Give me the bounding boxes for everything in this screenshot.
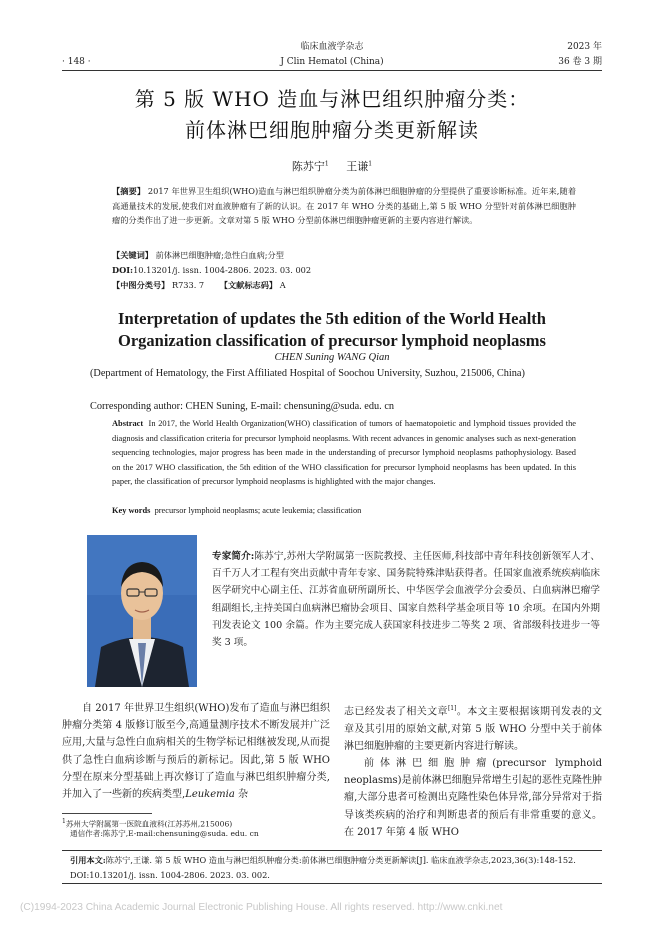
author-photo [87, 535, 197, 687]
authors-cn [62, 158, 602, 174]
title-cn-line2: 前体淋巴细胞肿瘤分类更新解读 [185, 118, 479, 142]
doi-label: DOI: [112, 265, 134, 275]
classification-line [112, 278, 576, 293]
doc-code-value: A [279, 280, 286, 290]
keywords-cn [112, 248, 576, 263]
keywords-en [112, 504, 576, 519]
corresponding-en: Corresponding author: CHEN Suning, E-mail: chensuning@suda. edu. cn [90, 401, 395, 412]
author-cn-2: 王谦 [346, 160, 369, 173]
doi-value: 10.13201/j. issn. 1004-2806. 2023. 03. 002 [133, 265, 312, 275]
author-sup-2: 1 [368, 160, 373, 168]
journal-year: 2023 年 [567, 42, 602, 52]
author-sup-1: 1 [324, 160, 329, 168]
abstract-en-label: Abstract [112, 419, 144, 428]
title-en-line1: Interpretation of updates the 5th edition of the World Health [118, 309, 546, 328]
page-number: · 148 · [62, 57, 91, 67]
abstract-cn-label: 【摘要】 [112, 186, 146, 196]
reference-mark[interactable]: [1] [447, 705, 457, 712]
doi-line [112, 263, 576, 278]
clc-value: R733. 7 [171, 280, 205, 290]
body-left-tail: 杂 [238, 789, 248, 801]
author-bio [212, 548, 600, 651]
authors-en: CHEN Suning WANG Qian [274, 352, 390, 363]
body-right-p1-text: 志已经发表了相关文章 [344, 706, 448, 718]
journal-name-en: J Clin Hematol (China) [280, 57, 384, 67]
footnote-rule [62, 813, 152, 814]
body-left-column [62, 700, 330, 803]
author-cn-1: 陈苏宁 [291, 160, 325, 173]
citation-label: 引用本文: [70, 855, 106, 865]
keywords-cn-label: 【关键词】 [112, 250, 153, 260]
citation-box [62, 850, 602, 884]
doc-code-label: 【文献标志码】 [219, 280, 278, 290]
cnki-watermark: (C)1994-2023 China Academic Journal Electronic Publishing House. All rights reserved. http://www.cnki.net [20, 902, 503, 913]
citation-text: 陈苏宁,王谦. 第 5 版 WHO 造血与淋巴组织肿瘤分类:前体淋巴细胞肿瘤分类更新解读[J]. 临床血液学杂志,2023,36(3):148-152. DOI:10.13201/j. issn. 1004-2806. 2023. 03. 002. [70, 855, 576, 880]
body-left-text: 自 2017 年世界卫生组织(WHO)发布了造血与淋巴组织肿瘤分类第 4 版修订版至今,高通量测序技术不断发展并广泛应用,大量与急性白血病相关的生物学标记相继被发现,从而提供了急性白血病诊断与预后的新标记。因此,第 5 版 WHO 分型在原来分型基础上再次修订了造血与淋巴组织肿瘤分类,并加入了一些新的疾病类型, [62, 703, 330, 801]
keywords-en-text: precursor lymphoid neoplasms; acute leukemia; classification [154, 506, 362, 515]
body-left-italic: Leukemia [185, 789, 235, 801]
header-rule [62, 70, 602, 71]
body-right-p1 [344, 700, 602, 755]
body-right-p1-tail: 。本文主要根据该期刊发表的文章及其引用的原始文献,对第 5 版 WHO 分型中关于前体淋巴细胞肿瘤的主要更新内容进行解读。 [344, 706, 603, 752]
footnote-corresponding: 通信作者:陈苏宁,E-mail:chensuning@suda. edu. cn [70, 829, 259, 838]
footnote-sup: 1 [62, 818, 66, 825]
abstract-cn-text: 2017 年世界卫生组织(WHO)造血与淋巴组织肿瘤分类为前体淋巴细胞肿瘤的分型提供了重要诊断标准。近年来,随着高通量技术的发展,使我们对血液肿瘤有了新的认识。在 2017 年 WHO 分类的基础上,第 5 版 WHO 分型针对前体淋巴细胞肿瘤的分类作出了进一步更新。文章对第 5 版 WHO 分型前体淋巴细胞肿瘤更新的主要内容进行解读。 [112, 186, 577, 226]
abstract-en-text: In 2017, the World Health Organization(WHO) classification of tumors of haematopoietic and lymphoid tissues provided the diagnosis and classification criteria for precursor lymphoid neoplasms. With recent advances in genomic analyses such as next-generation sequencing technologies, major progress has been made in the understanding of precursor lymphoid neoplasms pathophysiology. Based on the 2017 WHO classification, the 5th edition of the WHO classification for precursor lymphoid neoplasms has been updated. In this paper, the classification of precursor lymphoid neoplasms is highlighted with the major changes. [112, 419, 576, 487]
journal-volume-issue: 36 卷 3 期 [558, 57, 602, 67]
title-cn-line1: 第 5 版 WHO 造血与淋巴组织肿瘤分类： [134, 87, 530, 111]
body-right-column [344, 700, 602, 841]
bio-label: 专家简介: [212, 551, 255, 562]
keywords-en-label: Key words [112, 506, 151, 515]
abstract-cn [112, 184, 576, 228]
bio-text: 陈苏宁,苏州大学附属第一医院教授、主任医师,科技部中青年科技创新领军人才、百千万人才工程有突出贡献中青年专家、国务院特殊津贴获得者。任国家血液系统疾病临床医学研究中心副主任、江苏省血研所副所长、中华医学会血液学分会委员、白血病淋巴瘤学组副组长,主持美国白血病淋巴瘤协会项目、国家自然科学基金项目等 10 余项。在国内外期刊发表论文 100 余篇。作为主要完成人获国家科技进步二等奖 2 项、省部级科技进步一等奖 3 项。 [212, 551, 600, 649]
clc-label: 【中图分类号】 [112, 280, 170, 290]
keywords-cn-text: 前体淋巴细胞肿瘤;急性白血病;分型 [155, 250, 284, 260]
journal-name-cn: 临床血液学杂志 [300, 42, 364, 52]
footnote-line1: 苏州大学附属第一医院血液科(江苏苏州,215006) [65, 819, 233, 829]
title-en-line2: Organization classification of precursor lymphoid neoplasms [118, 331, 546, 350]
abstract-en [112, 417, 576, 490]
body-right-p2: 前体淋巴细胞肿瘤(precursor lymphoid neoplasms)是前体淋巴细胞异常增生引起的恶性克隆性肿瘤,大部分患者可检测出克隆性染色体异常,部分异常对于指导该类疾病的治疗和判断患者的预后有非常重要的意义。在 2017 年第 4 版 WHO [344, 757, 602, 838]
affiliation-en: (Department of Hematology, the First Affiliated Hospital of Soochou University, Suzhou, 215006, China) [90, 368, 525, 379]
author-portrait-image [87, 535, 197, 687]
